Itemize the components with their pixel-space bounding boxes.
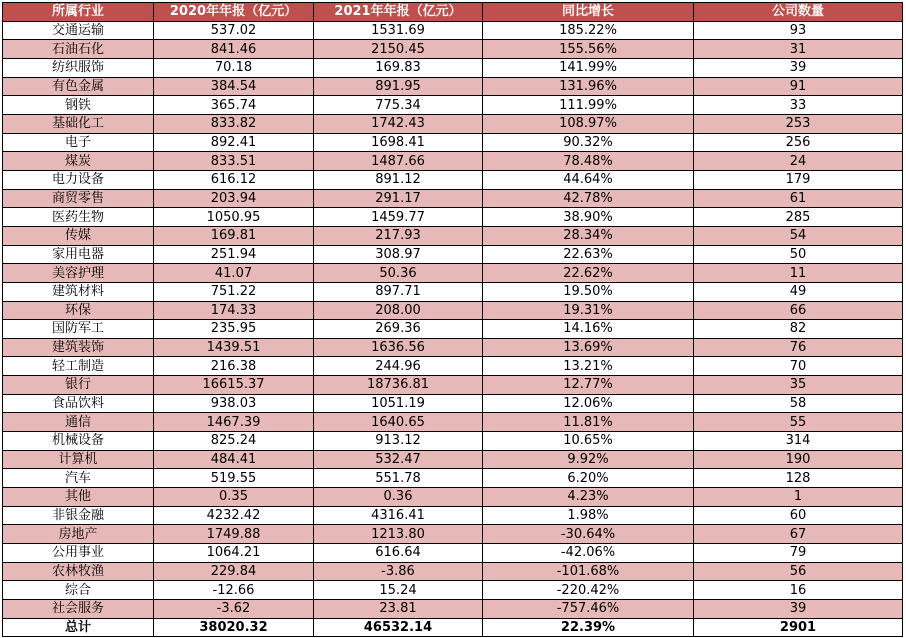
table-row [3,469,903,488]
company-count-cell: 55 [694,413,903,432]
company-count-cell: 50 [694,245,903,264]
industry-cell: 计算机 [3,450,154,469]
industry-cell: 钢铁 [3,96,154,115]
company-count-cell: 82 [694,320,903,339]
industry-cell: 环保 [3,301,154,320]
value-2021-cell: 308.97 [314,245,483,264]
company-count-cell: 91 [694,77,903,96]
industry-cell: 传媒 [3,226,154,245]
industry-cell: 医药生物 [3,208,154,227]
industry-cell: 食品饮料 [3,394,154,413]
table-row [3,525,903,544]
yoy-growth-cell: -220.42% [483,581,694,600]
company-count-cell: 76 [694,338,903,357]
yoy-growth-cell: 13.69% [483,338,694,357]
company-count-cell: 66 [694,301,903,320]
yoy-growth-cell: 10.65% [483,432,694,451]
yoy-growth-cell: 185.22% [483,21,694,40]
industry-cell: 建筑材料 [3,282,154,301]
company-count-cell: 179 [694,170,903,189]
yoy-growth-cell: 22.62% [483,264,694,283]
value-2021-cell: 15.24 [314,581,483,600]
industry-cell: 石油石化 [3,40,154,59]
value-2020-cell: 4232.42 [154,506,314,525]
value-2021-cell: 269.36 [314,320,483,339]
table-row [3,133,903,152]
value-2020-cell: 537.02 [154,21,314,40]
company-count-cell: 70 [694,357,903,376]
value-2020-cell: 216.38 [154,357,314,376]
total-label: 总计 [3,618,154,637]
value-2021-cell: 891.95 [314,77,483,96]
industry-cell: 基础化工 [3,114,154,133]
company-count-cell: 1 [694,488,903,507]
industry-cell: 其他 [3,488,154,507]
value-2021-cell: 1487.66 [314,152,483,171]
yoy-growth-cell: 28.34% [483,226,694,245]
table-row [3,77,903,96]
value-2021-cell: 891.12 [314,170,483,189]
value-2021-cell: 1636.56 [314,338,483,357]
value-2021-cell: 50.36 [314,264,483,283]
total-yoy-growth: 22.39% [483,618,694,637]
table-row [3,226,903,245]
table-row [3,58,903,77]
value-2020-cell: 484.41 [154,450,314,469]
company-count-cell: 24 [694,152,903,171]
value-2020-cell: 616.12 [154,170,314,189]
industry-cell: 商贸零售 [3,189,154,208]
value-2021-cell: 897.71 [314,282,483,301]
value-2021-cell: 23.81 [314,600,483,619]
total-row [3,618,903,637]
yoy-growth-cell: 12.06% [483,394,694,413]
yoy-growth-cell: 1.98% [483,506,694,525]
value-2021-cell: 616.64 [314,544,483,563]
header-2020-report: 2020年年报（亿元） [154,3,314,22]
industry-cell: 电力设备 [3,170,154,189]
industry-cell: 电子 [3,133,154,152]
value-2020-cell: 841.46 [154,40,314,59]
table-row [3,600,903,619]
company-count-cell: 190 [694,450,903,469]
company-count-cell: 67 [694,525,903,544]
table-row [3,152,903,171]
value-2020-cell: 825.24 [154,432,314,451]
header-row [3,3,903,22]
value-2021-cell: 1459.77 [314,208,483,227]
value-2021-cell: 1213.80 [314,525,483,544]
value-2021-cell: 18736.81 [314,376,483,395]
header-company-count: 公司数量 [694,3,903,22]
company-count-cell: 11 [694,264,903,283]
yoy-growth-cell: 6.20% [483,469,694,488]
table-row [3,245,903,264]
table-row [3,544,903,563]
yoy-growth-cell: -30.64% [483,525,694,544]
value-2020-cell: 938.03 [154,394,314,413]
company-count-cell: 253 [694,114,903,133]
company-count-cell: 39 [694,58,903,77]
total-2020-value: 38020.32 [154,618,314,637]
industry-cell: 综合 [3,581,154,600]
value-2020-cell: 892.41 [154,133,314,152]
value-2021-cell: 217.93 [314,226,483,245]
value-2021-cell: 1640.65 [314,413,483,432]
yoy-growth-cell: 111.99% [483,96,694,115]
value-2020-cell: 1439.51 [154,338,314,357]
value-2020-cell: 751.22 [154,282,314,301]
yoy-growth-cell: 155.56% [483,40,694,59]
table-row [3,301,903,320]
industry-cell: 房地产 [3,525,154,544]
company-count-cell: 314 [694,432,903,451]
total-company-count: 2901 [694,618,903,637]
value-2020-cell: 203.94 [154,189,314,208]
yoy-growth-cell: 22.63% [483,245,694,264]
yoy-growth-cell: 90.32% [483,133,694,152]
value-2021-cell: 532.47 [314,450,483,469]
value-2021-cell: 1742.43 [314,114,483,133]
yoy-growth-cell: 11.81% [483,413,694,432]
table-row [3,208,903,227]
industry-cell: 通信 [3,413,154,432]
industry-cell: 国防军工 [3,320,154,339]
industry-cell: 机械设备 [3,432,154,451]
company-count-cell: 39 [694,600,903,619]
header-2021-report: 2021年年报（亿元） [314,3,483,22]
industry-cell: 非银金融 [3,506,154,525]
table-row [3,264,903,283]
industry-cell: 纺织服饰 [3,58,154,77]
value-2020-cell: 229.84 [154,562,314,581]
industry-cell: 煤炭 [3,152,154,171]
table-row [3,282,903,301]
value-2020-cell: 251.94 [154,245,314,264]
table-row [3,170,903,189]
table-row [3,581,903,600]
company-count-cell: 49 [694,282,903,301]
company-count-cell: 128 [694,469,903,488]
company-count-cell: 60 [694,506,903,525]
value-2020-cell: 519.55 [154,469,314,488]
value-2020-cell: 70.18 [154,58,314,77]
value-2021-cell: 1531.69 [314,21,483,40]
value-2020-cell: 1064.21 [154,544,314,563]
value-2021-cell: 169.83 [314,58,483,77]
table-row [3,40,903,59]
company-count-cell: 54 [694,226,903,245]
header-industry: 所属行业 [3,3,154,22]
value-2021-cell: 775.34 [314,96,483,115]
value-2021-cell: 0.36 [314,488,483,507]
industry-cell: 建筑装饰 [3,338,154,357]
industry-earnings-table [2,2,903,637]
industry-cell: 公用事业 [3,544,154,563]
yoy-growth-cell: 13.21% [483,357,694,376]
company-count-cell: 31 [694,40,903,59]
yoy-growth-cell: 42.78% [483,189,694,208]
table-row [3,413,903,432]
value-2020-cell: 365.74 [154,96,314,115]
company-count-cell: 61 [694,189,903,208]
table-row [3,338,903,357]
value-2020-cell: 384.54 [154,77,314,96]
value-2021-cell: 1051.19 [314,394,483,413]
yoy-growth-cell: -101.68% [483,562,694,581]
value-2021-cell: 913.12 [314,432,483,451]
table-row [3,376,903,395]
company-count-cell: 58 [694,394,903,413]
company-count-cell: 33 [694,96,903,115]
industry-cell: 银行 [3,376,154,395]
value-2021-cell: 4316.41 [314,506,483,525]
value-2020-cell: -3.62 [154,600,314,619]
value-2021-cell: 208.00 [314,301,483,320]
company-count-cell: 256 [694,133,903,152]
yoy-growth-cell: 19.50% [483,282,694,301]
yoy-growth-cell: -42.06% [483,544,694,563]
value-2021-cell: 551.78 [314,469,483,488]
company-count-cell: 93 [694,21,903,40]
value-2021-cell: 1698.41 [314,133,483,152]
industry-cell: 轻工制造 [3,357,154,376]
table-row [3,488,903,507]
table-row [3,96,903,115]
yoy-growth-cell: 4.23% [483,488,694,507]
industry-cell: 农林牧渔 [3,562,154,581]
industry-cell: 社会服务 [3,600,154,619]
yoy-growth-cell: 108.97% [483,114,694,133]
company-count-cell: 35 [694,376,903,395]
value-2020-cell: 833.82 [154,114,314,133]
value-2020-cell: 833.51 [154,152,314,171]
table-row [3,21,903,40]
company-count-cell: 16 [694,581,903,600]
value-2020-cell: -12.66 [154,581,314,600]
yoy-growth-cell: 12.77% [483,376,694,395]
table-row [3,562,903,581]
company-count-cell: 56 [694,562,903,581]
value-2021-cell: 2150.45 [314,40,483,59]
yoy-growth-cell: -757.46% [483,600,694,619]
yoy-growth-cell: 14.16% [483,320,694,339]
yoy-growth-cell: 38.90% [483,208,694,227]
industry-cell: 交通运输 [3,21,154,40]
yoy-growth-cell: 9.92% [483,450,694,469]
yoy-growth-cell: 131.96% [483,77,694,96]
company-count-cell: 285 [694,208,903,227]
value-2020-cell: 1749.88 [154,525,314,544]
table-row [3,320,903,339]
table-row [3,432,903,451]
value-2020-cell: 16615.37 [154,376,314,395]
yoy-growth-cell: 19.31% [483,301,694,320]
value-2020-cell: 41.07 [154,264,314,283]
value-2020-cell: 1467.39 [154,413,314,432]
table-row [3,114,903,133]
table-row [3,189,903,208]
value-2021-cell: 244.96 [314,357,483,376]
value-2020-cell: 169.81 [154,226,314,245]
value-2020-cell: 1050.95 [154,208,314,227]
table-row [3,506,903,525]
industry-cell: 美容护理 [3,264,154,283]
value-2021-cell: -3.86 [314,562,483,581]
value-2020-cell: 235.95 [154,320,314,339]
yoy-growth-cell: 44.64% [483,170,694,189]
yoy-growth-cell: 141.99% [483,58,694,77]
yoy-growth-cell: 78.48% [483,152,694,171]
table-row [3,357,903,376]
value-2020-cell: 174.33 [154,301,314,320]
value-2021-cell: 291.17 [314,189,483,208]
total-2021-value: 46532.14 [314,618,483,637]
table-row [3,450,903,469]
industry-cell: 有色金属 [3,77,154,96]
industry-cell: 家用电器 [3,245,154,264]
industry-cell: 汽车 [3,469,154,488]
header-yoy-growth: 同比增长 [483,3,694,22]
table-row [3,394,903,413]
value-2020-cell: 0.35 [154,488,314,507]
company-count-cell: 79 [694,544,903,563]
